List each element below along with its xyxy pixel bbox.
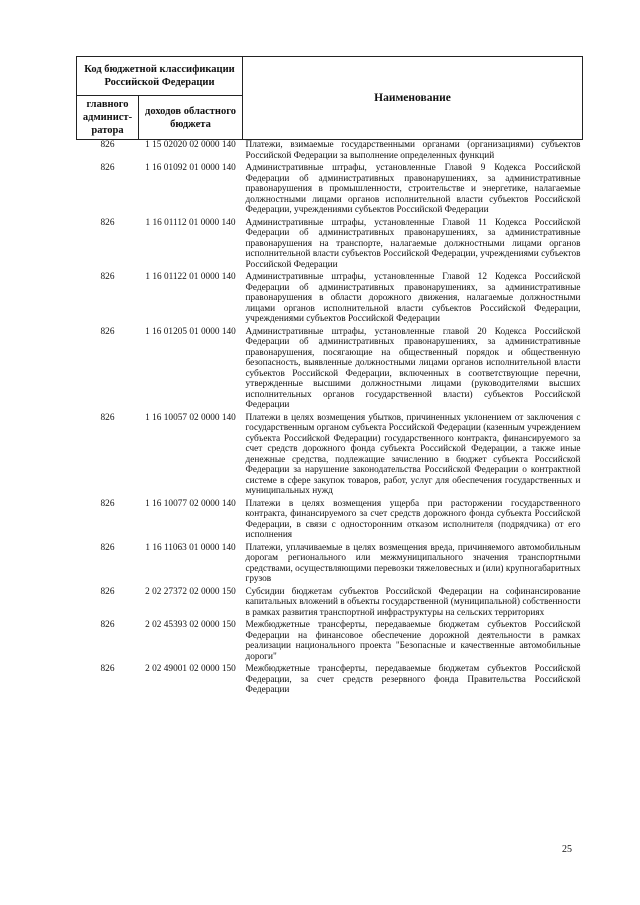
table-row [77,664,583,698]
admin-code-cell: 826 [100,140,115,150]
header-admin-column: главного админист-ратора [77,96,139,140]
table-row [77,543,583,587]
income-name-cell: Межбюджетные трансферты, передаваемые бюджетам субъектов Российской Федерации, за счет средств резервного фонда Правительства Российской Федерации [245,664,581,695]
admin-code-cell: 826 [100,498,115,509]
income-name-cell: Административные штрафы, установленные Главой 12 Кодекса Российской Федерации об административных правонарушениях, за административные правонарушения в области дорожного движения, налагаемые должностными лицами органов исполнительной власти субъектов Российской Федерации, учреждениями субъектов Российской Федерации [245,272,581,324]
table-row [77,620,583,664]
admin-code-cell: 826 [100,620,115,630]
income-name-cell: Административные штрафы, установленные главой 20 Кодекса Российской Федерации об административных правонарушениях, за административные правонарушения, посягающие на общественный порядок и общественную безопасность, выявленные должностными лицами органов исполнительной власти субъектов Российской Федерации, включенных в соответствующие перечни, утвержденные высшими должностными лицами (руководителями высших исполнительных органов государственной власти) субъектов Российской Федерации [245,326,581,410]
income-code-cell: 1 16 01122 01 0000 140 [145,272,236,282]
admin-code-cell: 826 [100,272,115,282]
table-row [77,499,583,543]
budget-classification-table [76,56,583,698]
income-name-cell: Платежи, взимаемые государственными органами (организациями) субъектов Российской Федерации за выполнение определенных функций [245,140,581,161]
header-name-column: Наименование [243,57,583,140]
income-name-cell: Межбюджетные трансферты, передаваемые бюджетам субъектов Российской Федерации на финансовое обеспечение дорожной деятельности в рамках реализации национального проекта "Безопасные и качественные автомобильные дороги" [245,620,581,662]
header-income-column: доходов областного бюджета [139,96,243,140]
income-code-cell: 1 15 02020 02 0000 140 [145,140,236,150]
income-code-cell: 2 02 49001 02 0000 150 [145,664,236,674]
header-code-group: Код бюджетной классификации Российской Федерации [77,57,243,96]
income-code-cell: 1 16 01092 01 0000 140 [145,163,236,173]
table-row [77,413,583,499]
income-name-cell: Административные штрафы, установленные Главой 9 Кодекса Российской Федерации об административных правонарушениях, за административные правонарушения в промышленности, строительстве и энергетике, налагаемые должностными лицами органов исполнительной власти субъектов Российской Федерации, учреждениями субъектов Российской Федерации [245,163,581,215]
table-row [77,218,583,273]
income-code-cell: 1 16 01205 01 0000 140 [145,326,236,337]
table-row [77,327,583,413]
page-number: 25 [562,844,572,855]
income-code-cell: 2 02 45393 02 0000 150 [145,620,236,630]
table-row [77,587,583,621]
income-name-cell: Административные штрафы, установленные Главой 11 Кодекса Российской Федерации об административных правонарушениях, за административные правонарушения на транспорте, налагаемые должностными лицами органов исполнительной власти субъектов Российской Федерации, учреждениями субъектов Российской Федерации [245,217,581,270]
table-row [77,163,583,218]
admin-code-cell: 826 [100,542,115,553]
income-code-cell: 1 16 11063 01 0000 140 [145,542,236,553]
admin-code-cell: 826 [100,163,115,173]
income-code-cell: 1 16 10077 02 0000 140 [145,498,236,509]
admin-code-cell: 826 [100,586,115,597]
table-row [77,272,583,327]
income-name-cell: Субсидии бюджетам субъектов Российской Федерации на софинансирование капитальных вложений в объекты государственной (муниципальной) собственности в рамках развития транспортной инфраструктуры на сельских территориях [245,586,581,618]
admin-code-cell: 826 [100,412,115,423]
income-code-cell: 1 16 01112 01 0000 140 [145,217,236,228]
income-name-cell: Платежи в целях возмещения ущерба при расторжении государственного контракта, финансируемого за счет средств дорожного фонда субъекта Российской Федерации, в связи с односторонним отказом исполнителя (подрядчика) от его исполнения [245,498,581,540]
admin-code-cell: 826 [100,326,115,337]
income-code-cell: 2 02 27372 02 0000 150 [145,586,236,597]
income-name-cell: Платежи, уплачиваемые в целях возмещения вреда, причиняемого автомобильным дорогам регионального или межмуниципального значения транспортными средствами, осуществляющими перевозки тяжеловесных и (или) крупногабаритных грузов [245,542,581,584]
income-name-cell: Платежи в целях возмещения убытков, причиненных уклонением от заключения с государственным органом субъекта Российской Федерации (казенным учреждением субъекта Российской Федерации) государственного контракта, финансируемого за счет средств дорожного фонда субъекта Российской Федерации, а также иные денежные средства, подлежащие зачислению в бюджет субъекта Российской Федерации за нарушение законодательства Российской Федерации о контрактной системе в сфере закупок товаров, работ, услуг для обеспечения государственных и муниципальных нужд [245,412,581,496]
admin-code-cell: 826 [100,217,115,228]
admin-code-cell: 826 [100,664,115,674]
income-code-cell: 1 16 10057 02 0000 140 [145,412,236,423]
table-row [77,140,583,164]
